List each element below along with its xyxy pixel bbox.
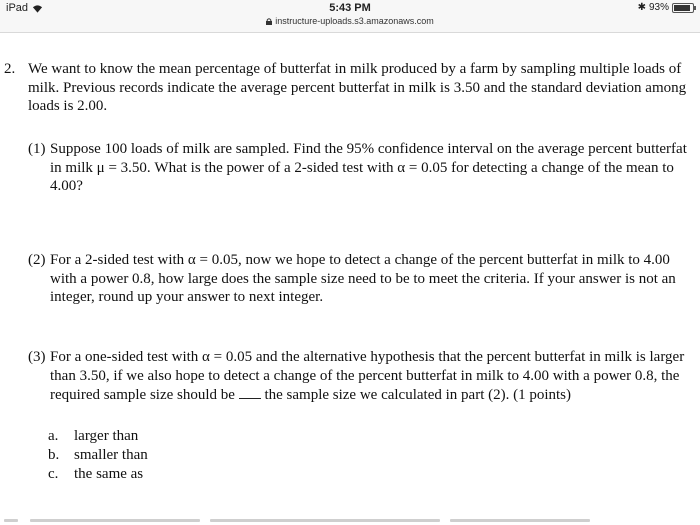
option-b-letter: b. (48, 447, 60, 463)
device-name: iPad (6, 2, 29, 14)
address-bar[interactable] (0, 16, 700, 26)
status-bar (0, 0, 700, 33)
part-3-text-before: For a one-sided test with α = 0.05 and the alternative hypothesis that the percent butterfat in milk is larger than 3.50, if we also hope to detect a change of the percent butterfat in milk to 4.00 with a power 0.8, the required sample size should be (50, 349, 685, 403)
part-3 (28, 348, 696, 405)
option-b-text: smaller than (74, 447, 148, 463)
part-3-text (50, 348, 696, 405)
answer-options (48, 427, 148, 484)
part-2-text: For a 2-sided test with α = 0.05, now we hope to detect a change of the percent butterfat in milk to 4.00 with a power 0.8, how large does the sample size need to be to meet the criteria. If your answer is not an integer, round up your answer to next integer. (50, 252, 676, 305)
part-1 (28, 140, 696, 196)
part-2-label: (2) (28, 252, 46, 268)
part-1-label: (1) (28, 141, 46, 157)
option-c (48, 465, 148, 484)
bluetooth-icon: ✱ (637, 2, 646, 13)
clock: 5:43 PM (329, 2, 371, 14)
part-3-text-after: the sample size we calculated in part (2). (1 points) (264, 387, 572, 403)
url-text: instructure-uploads.s3.amazonaws.com (275, 16, 434, 26)
option-b (48, 446, 148, 465)
cut-off-next-line (0, 514, 700, 525)
battery-icon (672, 3, 694, 13)
question-intro: We want to know the mean percentage of butterfat in milk produced by a farm by sampling multiple loads of milk. Previous records indicate the average percent butterfat in milk is 3.50 and the standard deviation among loads is 2.00. (28, 61, 687, 114)
option-a-text: larger than (74, 428, 139, 444)
battery-percent: 93% (648, 2, 669, 13)
option-c-text: the same as (74, 466, 144, 482)
lock-icon (266, 18, 272, 25)
part-2 (28, 251, 696, 307)
answer-blank (239, 385, 261, 399)
option-a-letter: a. (48, 428, 59, 444)
option-a (48, 427, 148, 446)
option-c-letter: c. (48, 466, 59, 482)
part-1-text: Suppose 100 loads of milk are sampled. Find the 95% confidence interval on the average percent butterfat in milk μ = 3.50. What is the power of a 2-sided test with α = 0.05 for detecting a change of the mean to 4.00? (50, 141, 687, 194)
question-number: 2. (4, 61, 16, 77)
part-3-label: (3) (28, 349, 46, 365)
status-right (638, 2, 694, 13)
